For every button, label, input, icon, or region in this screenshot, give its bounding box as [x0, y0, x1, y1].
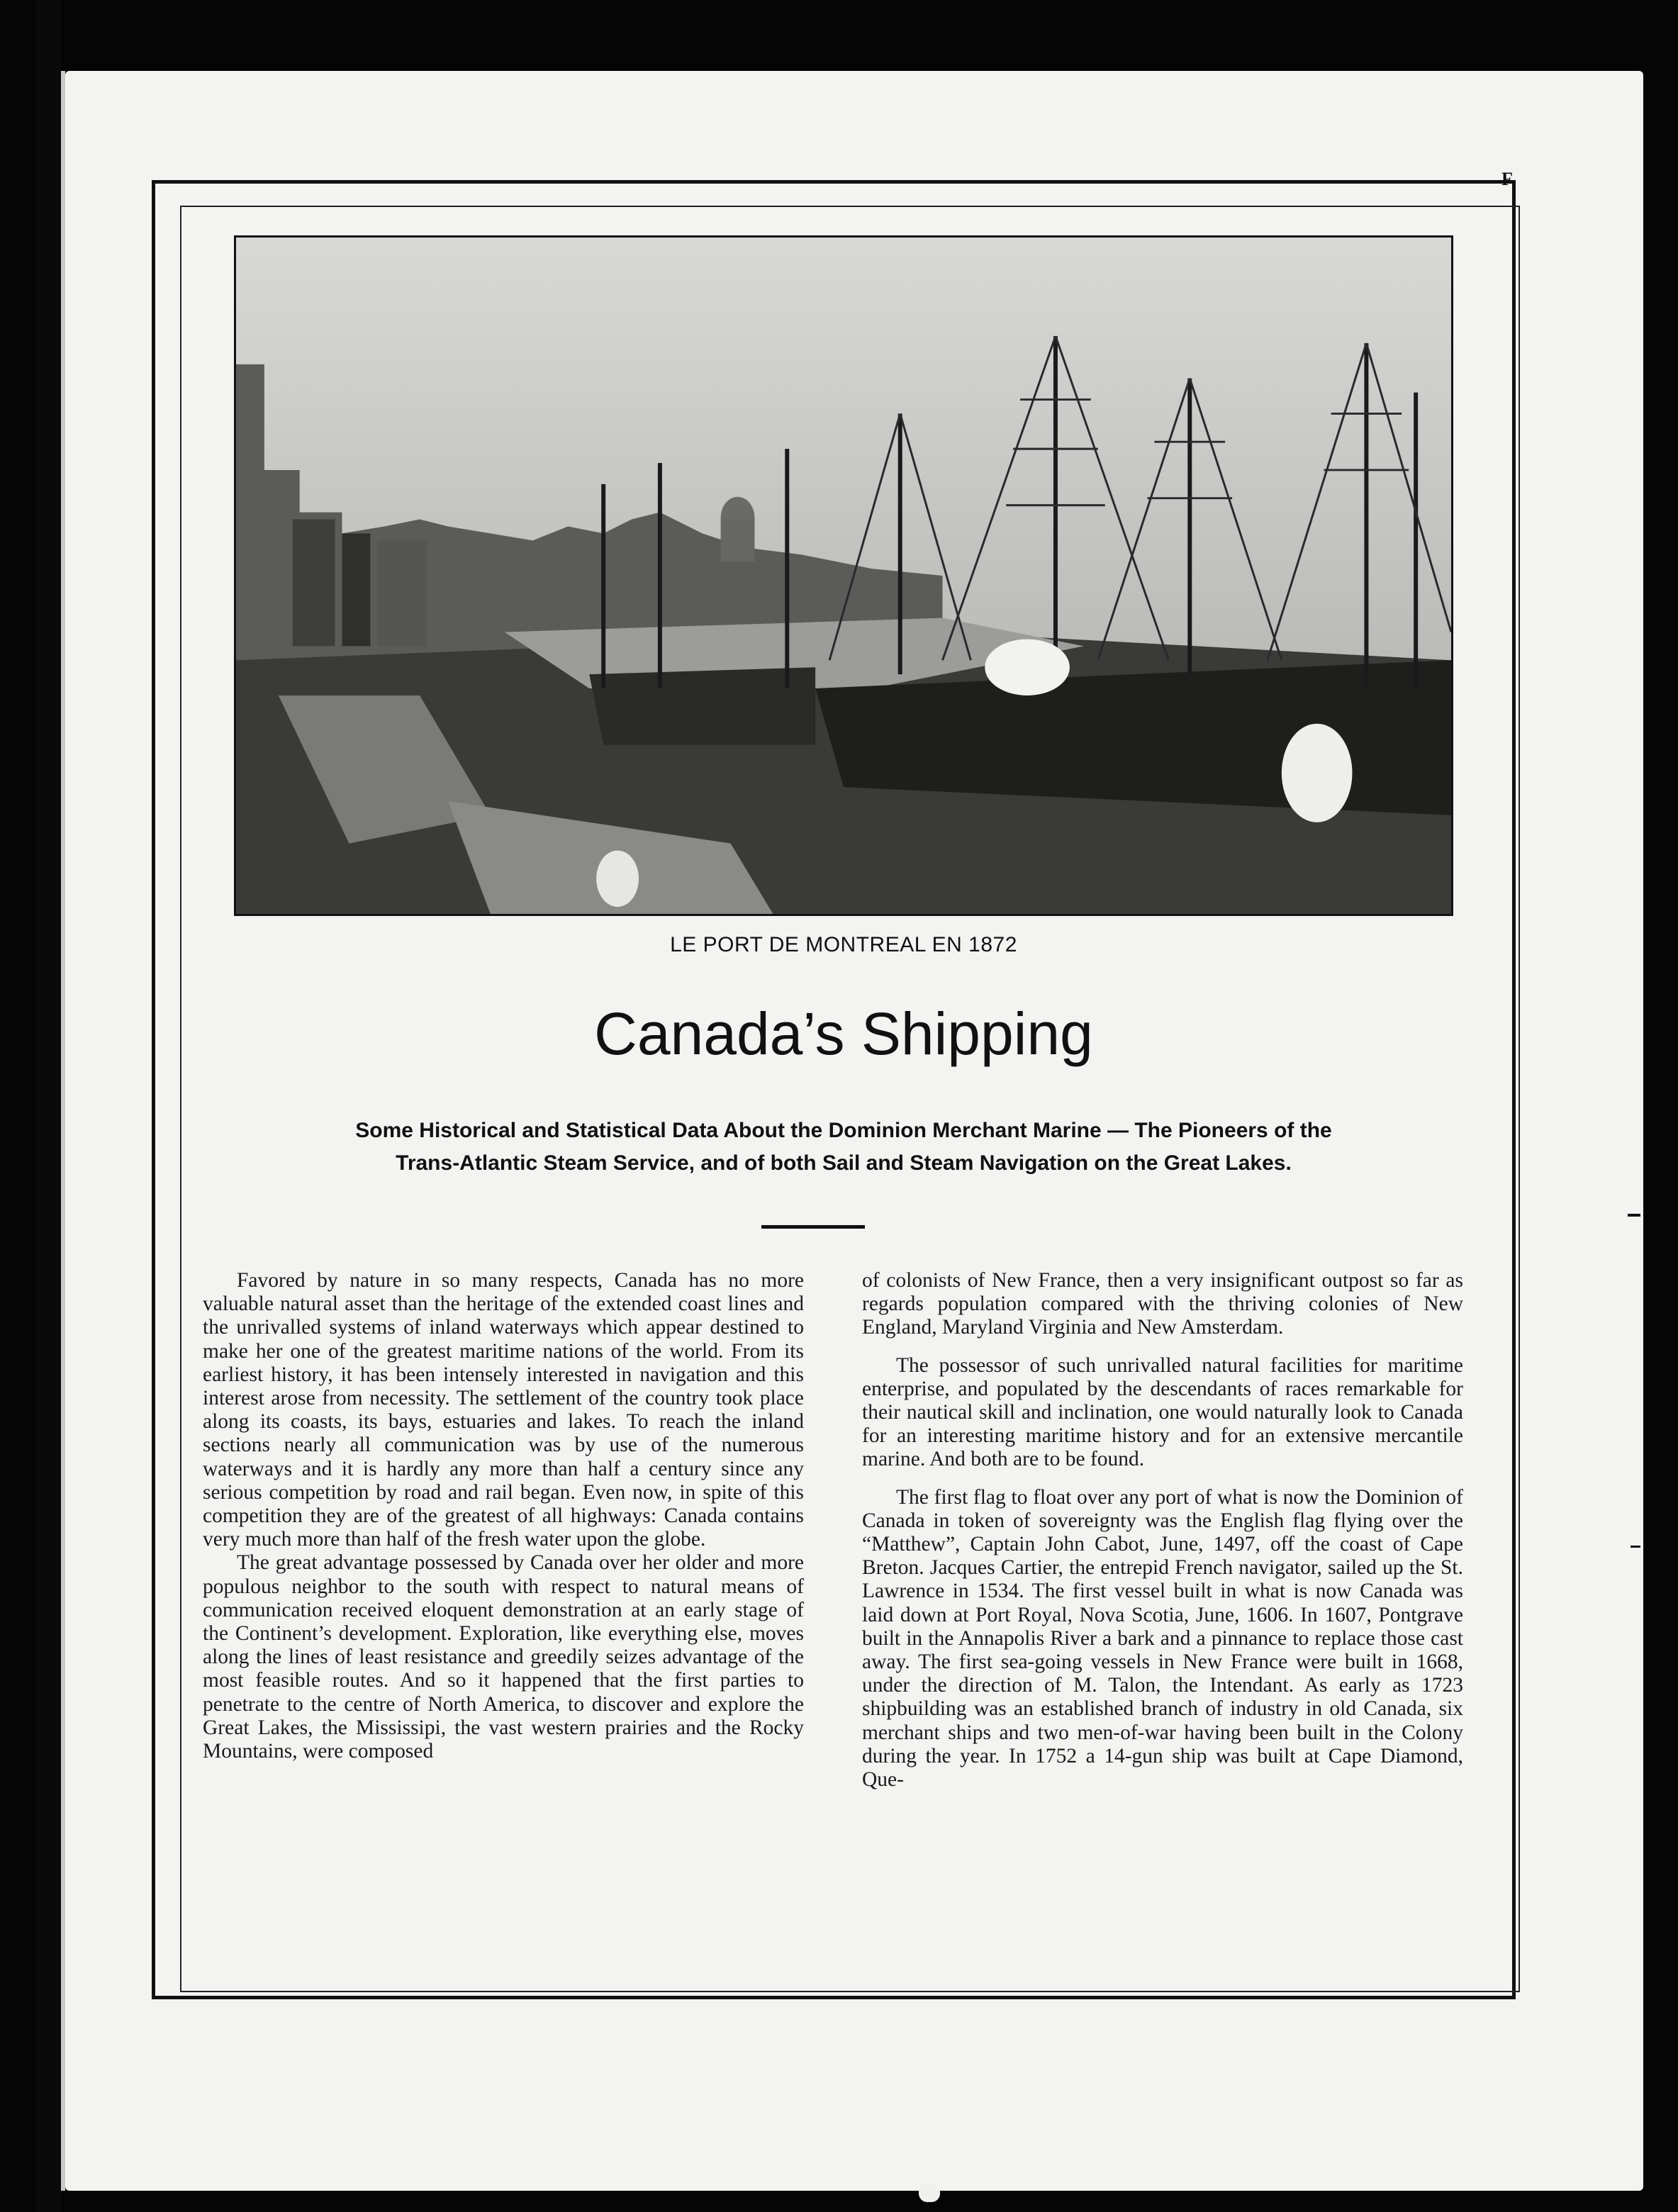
subtitle-line-2: Trans-Atlantic Steam Service, and of both Sail and Steam Navigation on the Great Lakes.: [396, 1151, 1292, 1175]
harbour-photograph-image: [236, 238, 1451, 914]
article-column-left: [203, 1269, 804, 1777]
scan-speck: [1631, 1546, 1640, 1548]
paragraph: The possessor of such unrivalled natural facilities for maritime enterprise, and populated by the descendants of races remarkable for their nautical skill and inclination, one would naturally look to Canada for an interesting maritime history and for an extensive mercantile marine. And both are to be found.: [862, 1353, 1463, 1471]
page-mark: F: [1501, 169, 1513, 189]
paragraph: The first flag to float over any port of what is now the Dominion of Canada in token of sovereignty was the English flag flying over the “Matthew”, Captain John Cabot, June, 1497, off the coast of Cape Breton. Jacques Cartier, the entrepid French navigator, sailed up the St. Lawrence in 1534. The first vessel built in what is now Canada was laid down at Port Royal, Nova Scotia, June, 1606. In 1607, Pontgrave built in the Annapolis River a bark and a pinnance to replace those cast away. The first sea-going vessels in New France were built in 1668, under the direction of M. Talon, the Intendant. As early as 1723 shipbuilding was an established branch of industry in old Canada, six merchant ships and two men-of-war having been built in the Colony during the year. In 1752 a 14-gun ship was built at Cape Diamond, Que-: [862, 1485, 1463, 1792]
article-subtitle: [241, 1115, 1446, 1180]
subtitle-line-1: Some Historical and Statistical Data About the Dominion Merchant Marine — The Pioneers of the: [355, 1119, 1332, 1142]
paragraph: The great advantage possessed by Canada over her older and more populous neighbor to the south with respect to natural means of communication received eloquent demonstration at an early stage of the Continent’s development. Exploration, like everything else, moves along the lines of least resistance and greedily seizes advantage of the most feasible routes. And so it happened that the first parties to penetrate to the centre of North America, to discover and explore the Great Lakes, the Mississipi, the vast western prairies and the Rocky Mountains, were composed: [203, 1551, 804, 1763]
scan-speck: [919, 2184, 940, 2202]
harbour-photograph: [234, 235, 1453, 916]
article-column-right: [862, 1269, 1463, 1806]
binding-spine: [35, 0, 61, 2212]
paragraph: of colonists of New France, then a very insignificant outpost so far as regards population compared with the thriving colonies of New England, Maryland Virginia and New Amsterdam.: [862, 1269, 1463, 1339]
photo-caption: LE PORT DE MONTREAL EN 1872: [670, 933, 1017, 956]
paragraph: Favored by nature in so many respects, Canada has no more valuable natural asset than the heritage of the extended coast lines and the unrivalled systems of inland waterways which appear destined to make her one of the greatest maritime nations of the world. From its earliest history, it has been intensely interested in navigation and this interest arose from necessity. The settlement of the country took place along its coasts, its bays, estuaries and lakes. To reach the inland sections nearly all communication was by use of the numerous waterways and it is hardly any more than half a century since any serious competition by road and rail began. Even now, in spite of this competition they are of the greatest of all highways: Canada contains very much more than half of the fresh water upon the globe.: [203, 1269, 804, 1551]
scan-speck: [1628, 1214, 1640, 1217]
section-divider: [761, 1225, 865, 1229]
article-title: Canada’s Shipping: [594, 1000, 1093, 1067]
